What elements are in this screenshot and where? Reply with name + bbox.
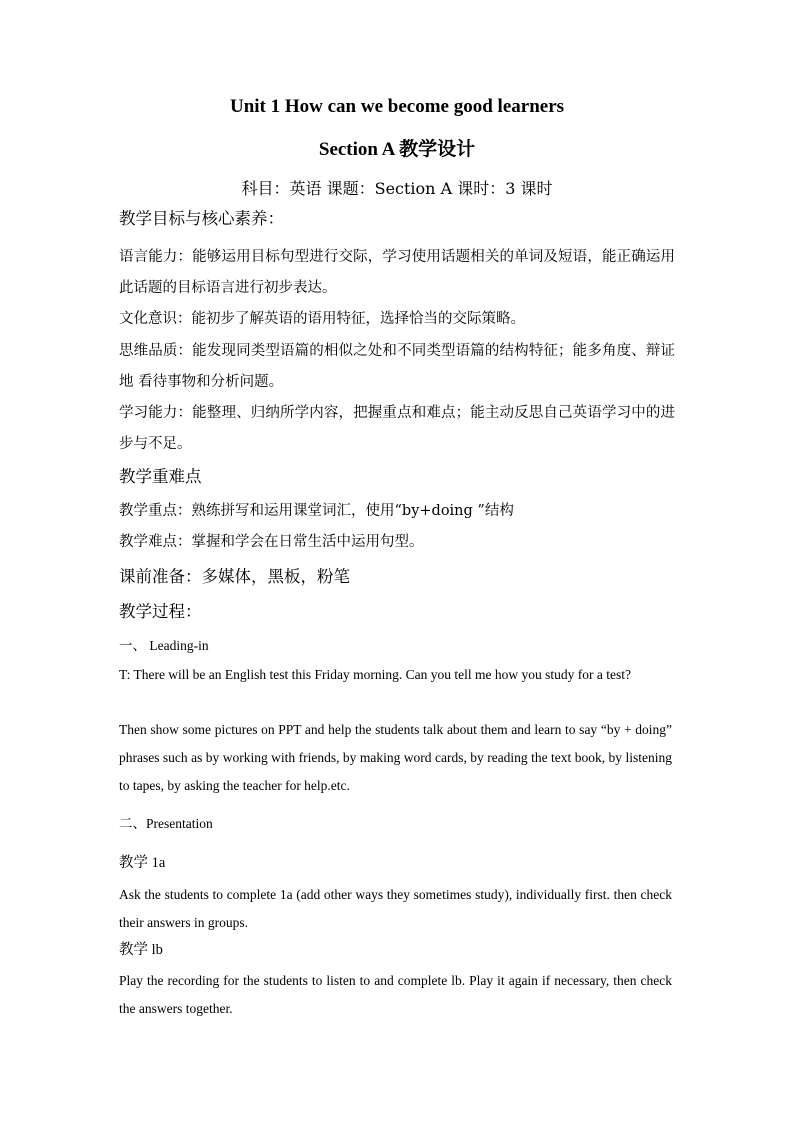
objective-learning: 学习能力：能整理、归纳所学内容，把握重点和难点；能主动反思自己英语学习中的进步与不足。 — [119, 405, 675, 452]
difficult-point: 教学难点：掌握和学会在日常生活中运用句型。 — [119, 534, 424, 550]
objective-thinking: 思维品质：能发现同类型语篇的相似之处和不同类型语篇的结构特征；能多角度、辩证地 看待事物和分析问题。 — [119, 343, 675, 390]
step1-para1: T: There will be an English test this Friday morning. Can you tell me how you study for a test? — [119, 667, 631, 682]
teach-1b-text: Play the recording for the students to listen to and complete lb. Play it again if necessary, then check the answers together. — [119, 973, 672, 1016]
step2-heading: 二、Presentation — [119, 816, 213, 831]
teach-1a-text: Ask the students to complete 1a (add other ways they sometimes study), individually first. then check their answers in groups. — [119, 887, 672, 930]
teach-1b-label: 教学 lb — [119, 942, 163, 958]
objectives-heading: 教学目标与核心素养： — [119, 209, 284, 228]
step1-heading: 一、 Leading-in — [119, 638, 209, 653]
objective-language: 语言能力：能够运用目标句型进行交际，学习使用话题相关的单词及短语，能正确运用此话题的目标语言进行初步表达。 — [119, 249, 675, 296]
objective-culture: 文化意识：能初步了解英语的语用特征，选择恰当的交际策略。 — [119, 311, 525, 327]
preparation: 课前准备：多媒体，黑板，粉笔 — [119, 567, 350, 586]
key-point: 教学重点：熟练拼写和运用课堂词汇，使用“by+doing ”结构 — [119, 503, 514, 519]
teach-1a-label: 教学 1a — [119, 855, 166, 871]
meta-line: 科目：英语 课题：Section A 课时：3 课时 — [241, 179, 553, 198]
document-subtitle: Section A 教学设计 — [318, 139, 476, 160]
key-points-heading: 教学重难点 — [119, 467, 202, 486]
process-heading: 教学过程： — [119, 602, 202, 621]
document-title: Unit 1 How can we become good learners — [229, 96, 565, 117]
step1-para2: Then show some pictures on PPT and help the students talk about them and learn to say “by + doing” phrases such as by working with friends, by making word cards, by reading the text book, by listening to tapes, by asking the teacher for help.etc. — [119, 722, 672, 793]
